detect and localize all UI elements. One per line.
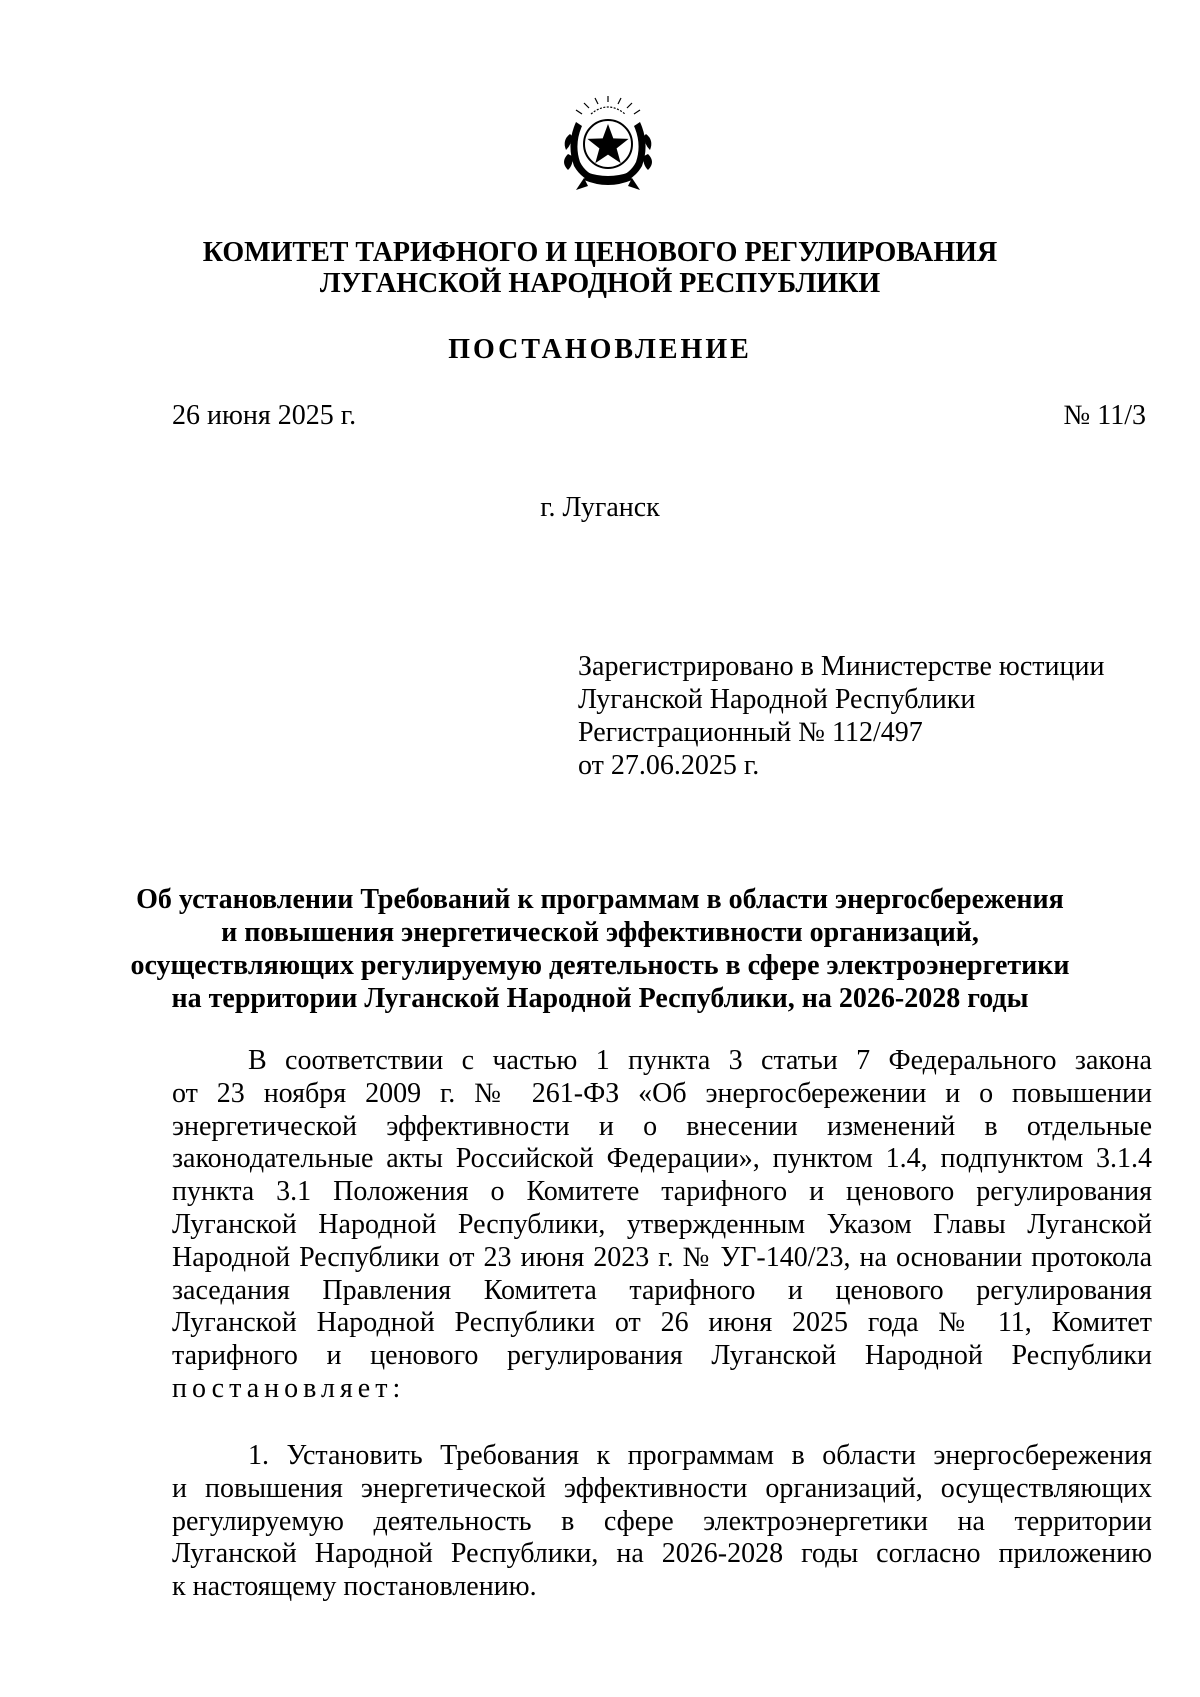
document-date: 26 июня 2025 г.: [172, 400, 357, 431]
preamble-line: Народной Республики от 23 июня 2023 г. № УГ-140/23, на основании протокола: [172, 1241, 1152, 1273]
coat-of-arms-icon: [558, 94, 658, 198]
preamble-line: от 23 ноября 2009 г. № 261-ФЗ «Об энергосбережении и о повышении: [172, 1077, 1152, 1109]
registration-line: Луганской Народной Республики: [578, 684, 976, 715]
preamble-line: энергетической эффективности и о внесении изменений в отдельные: [172, 1110, 1152, 1142]
clause-1-paragraph: [172, 1440, 1152, 1604]
resolves-word: постановляет:: [172, 1372, 406, 1404]
document-type: ПОСТАНОВЛЕНИЕ: [448, 334, 752, 365]
title-line: осуществляющих регулируемую деятельность в сфере электроэнергетики: [130, 950, 1070, 981]
preamble-line: тарифного и ценового регулирования Луганской Народной Республики: [172, 1340, 1152, 1372]
preamble-line: пункта 3.1 Положения о Комитете тарифного и ценового регулирования: [172, 1176, 1152, 1208]
preamble-line: Луганской Народной Республики, утвержденным Указом Главы Луганской: [172, 1208, 1152, 1240]
document-city: г. Луганск: [540, 492, 660, 523]
preamble-line: В соответствии с частью 1 пункта 3 статьи 7 Федерального закона: [248, 1045, 1152, 1076]
title-line: и повышения энергетической эффективности организаций,: [221, 917, 979, 948]
registration-line: от 27.06.2025 г.: [578, 750, 760, 781]
registration-line: Зарегистрировано в Министерстве юстиции: [578, 651, 1105, 682]
preamble-paragraph: [172, 1045, 1152, 1406]
document-title: [100, 883, 1100, 1015]
preamble-line: заседания Правления Комитета тарифного и ценового регулирования: [172, 1274, 1152, 1306]
preamble-line: Луганской Народной Республики от 26 июня 2025 года № 11, Комитет: [172, 1307, 1152, 1339]
title-line: на территории Луганской Народной Республики, на 2026-2028 годы: [171, 983, 1029, 1014]
clause-line: 1. Установить Требования к программам в области энергосбережения: [248, 1440, 1152, 1471]
registration-line: Регистрационный № 112/497: [578, 717, 923, 748]
clause-line: регулируемую деятельность в сфере электроэнергетики на территории: [172, 1505, 1152, 1537]
title-line: Об установлении Требований к программам в области энергосбережения: [136, 884, 1064, 915]
agency-name-line2: ЛУГАНСКОЙ НАРОДНОЙ РЕСПУБЛИКИ: [319, 268, 881, 299]
registration-stamp: [578, 650, 1104, 782]
clause-line: к настоящему постановлению.: [172, 1571, 537, 1603]
agency-name-line1: КОМИТЕТ ТАРИФНОГО И ЦЕНОВОГО РЕГУЛИРОВАНИЯ: [202, 237, 998, 268]
clause-line: Луганской Народной Республики, на 2026-2028 годы согласно приложению: [172, 1538, 1152, 1570]
preamble-line: законодательные акты Российской Федерации», пунктом 1.4, подпунктом 3.1.4: [172, 1143, 1152, 1175]
document-number: № 11/3: [1063, 400, 1146, 431]
clause-line: и повышения энергетической эффективности организаций, осуществляющих: [172, 1472, 1152, 1504]
